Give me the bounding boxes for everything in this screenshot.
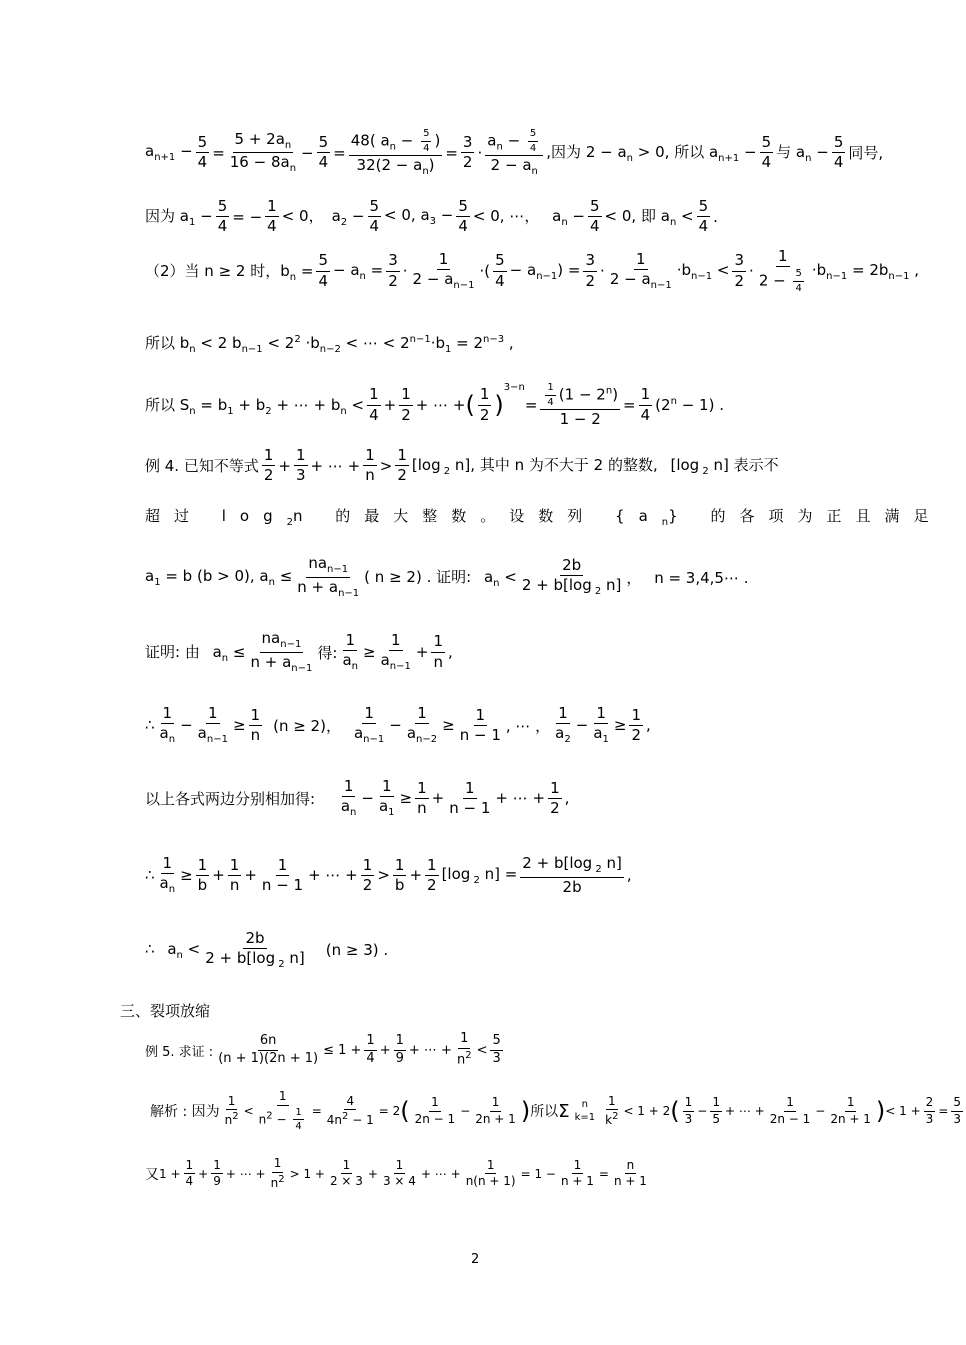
formula-line-11: 以上各式两边分别相加得: $\frac{1}{a_n}$ − $\frac{1}{a_1}$ ≥ $\frac{1}{n}$ + $\frac{1}{n - 1}$ + ⋯ + $\frac{1}{2}$ , [145,777,570,819]
formula-line-13: ∴ $a_n$ < $\frac{2b}{2 + b[\log _2 n]}$ (n ≥ 3) . [145,929,389,971]
formula-line-10: ∴ $\frac{1}{a_n}$ − $\frac{1}{a_{n-1}}$ ≥ $\frac{1}{n}$ (n ≥ 2)， $\frac{1}{a_{n-1}}$ − $\frac{1}{a_{n-2}}$ ≥ $\frac{1}{n - 1}$ , ⋯ ， $\frac{1}{a_2}$ − $\frac{1}{a_1}$ ≥ $\frac{1}{2}$ , [145,704,651,746]
formula-line-17: 又 1 + $\frac{1}{4}$ + $\frac{1}{9}$ + ⋯ + $\frac{1}{n^2}$ > 1 + $\frac{1}{2 \times 3}$ + $\frac{1}{3 \times 4}$ + ⋯ + $\frac{1}{n(n + 1)}$ = 1 − $\frac{1}{n + 1}$ = $\frac{n}{n + 1}$ [145,1156,647,1190]
formula-line-5: 所以 $S_n = b_1 + b_2$ + ⋯ + $b_n$ < $\frac{1}{4}$ + $\frac{1}{2}$ + ⋯ + ( $\frac{1}{2}$ ) 3−n = $\frac{1}{4}$ $(1 - 2^n)$ 1 − 2 = $\frac{1}{4}$ $(2^n - 1)$ . [145,382,724,428]
formula-line-1: $a_{n+1}$ − $\frac{5}{4}$ = $\frac{5 + 2a_n}{16 - 8a_n}$ − $\frac{5}{4}$ = 48( $a_n$ − $\frac{5}{4}$ ) $32(2 - a_n)$ = $\frac{3}{2}$ · $a_n$ − $\frac{5}{4}$ $2 - a_n$ ,因为 $2 - a_n > 0$, 所以 $a_{n+1}$ − $\frac{5}{4}$ 与 $a_n$ − $\frac{5}{4}$ 同号, [145,128,884,177]
formula-line-16: 解析 : 因为 $\frac{1}{n^2}$ < 1 $n^2$ − $\frac{1}{4}$ = $\frac{4}{4n^2 - 1}$ = 2 ( $\frac{1}{2n - 1}$ − $\frac{1}{2n + 1}$ ) 所以 Σ n k=1 $\frac{1}{k^2}$ < 1 + 2 ( $\frac{1}{3}$ − $\frac{1}{5}$ + ⋯ + $\frac{1}{2n - 1}$ − $\frac{1}{2n + 1}$ ) < 1 + $\frac{2}{3}$ = $\frac{5}{3}$ [150,1089,962,1133]
formula-line-7: 超过 $\log_2n$ 的最大整数。设数列 $\{a_n\}$ 的各项为正且满足 [145,507,943,528]
formula-line-2: 因为 $a_1$ − $\frac{5}{4}$ = − $\frac{1}{4}$ < 0， $a_2$ − $\frac{5}{4}$ < 0, $a_3$ − $\frac{5}{4}$ < 0, ⋯， $a_n$ − $\frac{5}{4}$ < 0, 即 $a_n$ < $\frac{5}{4}$ . [145,197,718,236]
formula-line-3: （2）当 n ≥ 2 时，$b_n$ = $\frac{5}{4}$ − $a_n$ = $\frac{3}{2}$ · $\frac{1}{2 - a_{n-1}}$ ·( $\frac{5}{4}$ − $a_{n-1}$) = $\frac{3}{2}$ · $\frac{1}{2 - a_{n-1}}$ $\cdot b_{n-1}$ < $\frac{3}{2}$ · 1 2 − $\frac{5}{4}$ $\cdot b_{n-1} = 2b_{n-1}$ , [145,247,920,294]
formula-line-8: $a_1 = b$ (b > 0), $a_n$ ≤ $\frac{na_{n-1}}{n + a_{n-1}}$ ( n ≥ 2) . 证明: $a_n$ < $\frac{2b}{2 + b[\log _2 n]}$ ， n = 3,4,5⋯ . [145,554,749,599]
formula-line-12: ∴ $\frac{1}{a_n}$ ≥ $\frac{1}{b}$ + $\frac{1}{n}$ + $\frac{1}{n - 1}$ + ⋯ + $\frac{1}{2}$ > $\frac{1}{b}$ + $\frac{1}{2}$ [log $_2$ n] = $\frac{2 + b[\log _2 n]}{2b}$ , [145,854,632,896]
formula-line-6: 例 4. 已知不等式 $\frac{1}{2}$ + $\frac{1}{3}$ + ⋯ + $\frac{1}{n}$ > $\frac{1}{2}$ [log $_2$ n], 其中 n 为不大于 2 的整数, [log $_2$ n] 表示不 [145,446,779,485]
formula-line-15: 例 5. 求证 : $\frac{6n}{(n + 1)(2n + 1)}$ ≤ 1 + $\frac{1}{4}$ + $\frac{1}{9}$ + ⋯ + $\frac{1}{n^2}$ < $\frac{5}{3}$ [145,1031,501,1068]
page-number: 2 [471,1252,480,1267]
section-heading: 三、裂项放缩 [120,1002,211,1020]
formula-line-4: 所以 $b_n < 2$ $b_{n-1} < 2^2 \cdot b_{n-2}$ < ⋯ < $2^{n-1}\cdot b_1 = 2^{n-3}$ , [145,334,514,355]
formula-line-9: 证明: 由 $a_n$ ≤ $\frac{na_{n-1}}{n + a_{n-1}}$ 得: $\frac{1}{a_n}$ ≥ $\frac{1}{a_{n-1}}$ + $\frac{1}{n}$ , [145,629,453,674]
